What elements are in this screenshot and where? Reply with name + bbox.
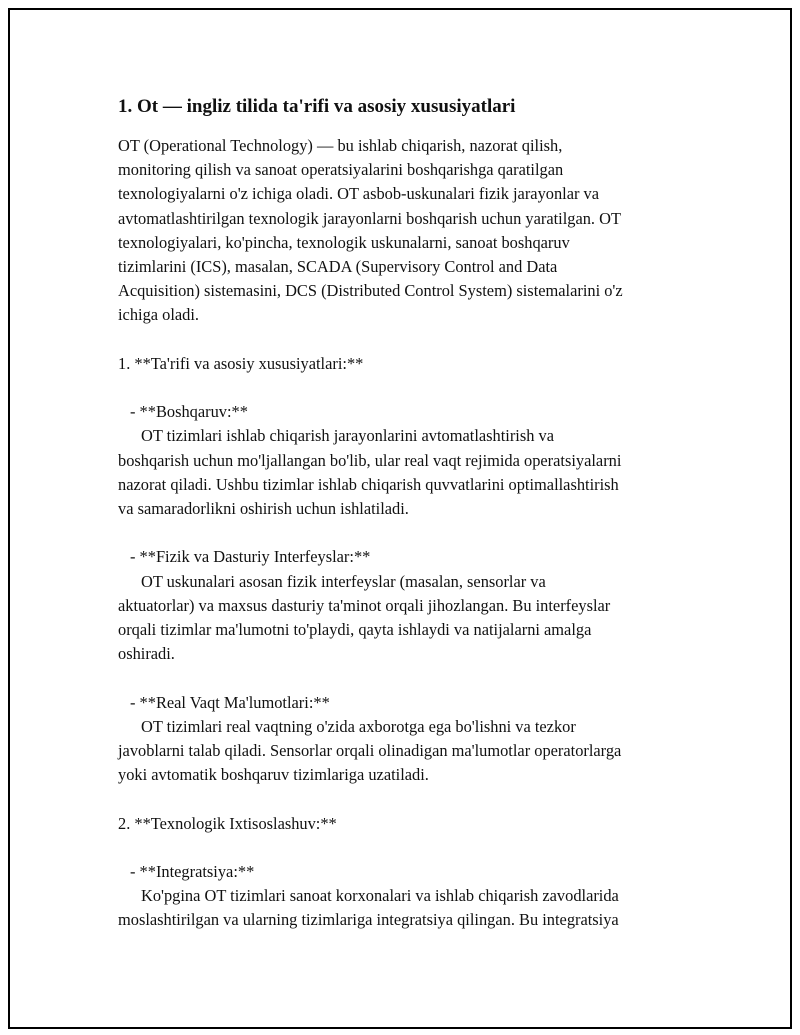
text-line: texnologiyalarni o'z ichiga oladi. OT asbob-uskunalari fizik jarayonlar va [118,184,600,204]
list-section-title: 2. **Texnologik Ixtisoslashuv:** [118,813,337,833]
blank-line [118,376,698,400]
blank-line [118,787,698,811]
text-line: OT tizimlari real vaqtning o'zida axborotga ega bo'lishni va tezkor [141,716,576,736]
text-line: nazorat qiladi. Ushbu tizimlar ishlab chiqarish quvvatlarini optimallashtirish [118,474,619,494]
text-line: OT uskunalari asosan fizik interfeyslar (masalan, sensorlar va [141,571,546,591]
list-item-title: - **Real Vaqt Ma'lumotlari:** [130,692,330,712]
text-line: aktuatorlar) va maxsus dasturiy ta'minot orqali jihozlangan. Bu interfeyslar [118,595,611,615]
text-line: orqali tizimlar ma'lumotni to'playdi, qayta ishlaydi va natijalarni amalga [118,620,592,640]
blank-line [118,328,698,352]
text-line: moslashtirilgan va ularning tizimlariga integratsiya qilingan. Bu integratsiya [118,910,619,930]
list-section-title: 1. **Ta'rifi va asosiy xususiyatlari:** [118,353,364,373]
blank-line [118,521,698,545]
blank-line [118,666,698,690]
text-line: yoki avtomatik boshqaruv tizimlariga uzatiladi. [118,765,429,785]
text-line: avtomatlashtirilgan texnologik jarayonlarni boshqarish uchun yaratilgan. OT [118,208,621,228]
text-line: monitoring qilish va sanoat operatsiyalarini boshqarishga qaratilgan [118,160,564,180]
section-heading: 1. Ot — ingliz tilida ta'rifi va asosiy xususiyatlari [118,96,516,117]
document-page [8,8,792,1029]
text-line: OT tizimlari ishlab chiqarish jarayonlarini avtomatlashtirish va [141,426,554,446]
text-line: Ko'pgina OT tizimlari sanoat korxonalari va ishlab chiqarish zavodlarida [141,886,619,906]
text-line: javoblarni talab qiladi. Sensorlar orqali olinadigan ma'lumotlar operatorlarga [118,741,622,761]
text-line: OT (Operational Technology) — bu ishlab chiqarish, nazorat qilish, [118,136,563,155]
text-line: Acquisition) sistemasini, DCS (Distributed Control System) sistemalarini o'z [118,281,623,301]
blank-line [118,836,698,860]
text-line: boshqarish uchun mo'ljallangan bo'lib, ular real vaqt rejimida operatsiyalarni [118,450,622,470]
list-item-title: - **Integratsiya:** [130,862,255,881]
text-line: oshiradi. [118,644,175,664]
text-line: tizimlarini (ICS), masalan, SCADA (Supervisory Control and Data [118,257,558,277]
intro-paragraph [118,134,698,933]
list-item-title: - **Fizik va Dasturiy Interfeyslar:** [130,547,371,567]
text-line: texnologiyalari, ko'pincha, texnologik uskunalarni, sanoat boshqaruv [118,232,570,252]
text-line: ichiga oladi. [118,305,200,325]
text-line: va samaradorlikni oshirish uchun ishlatiladi. [118,499,409,519]
list-item-title: - **Boshqaruv:** [130,402,248,422]
document-body [118,94,698,933]
